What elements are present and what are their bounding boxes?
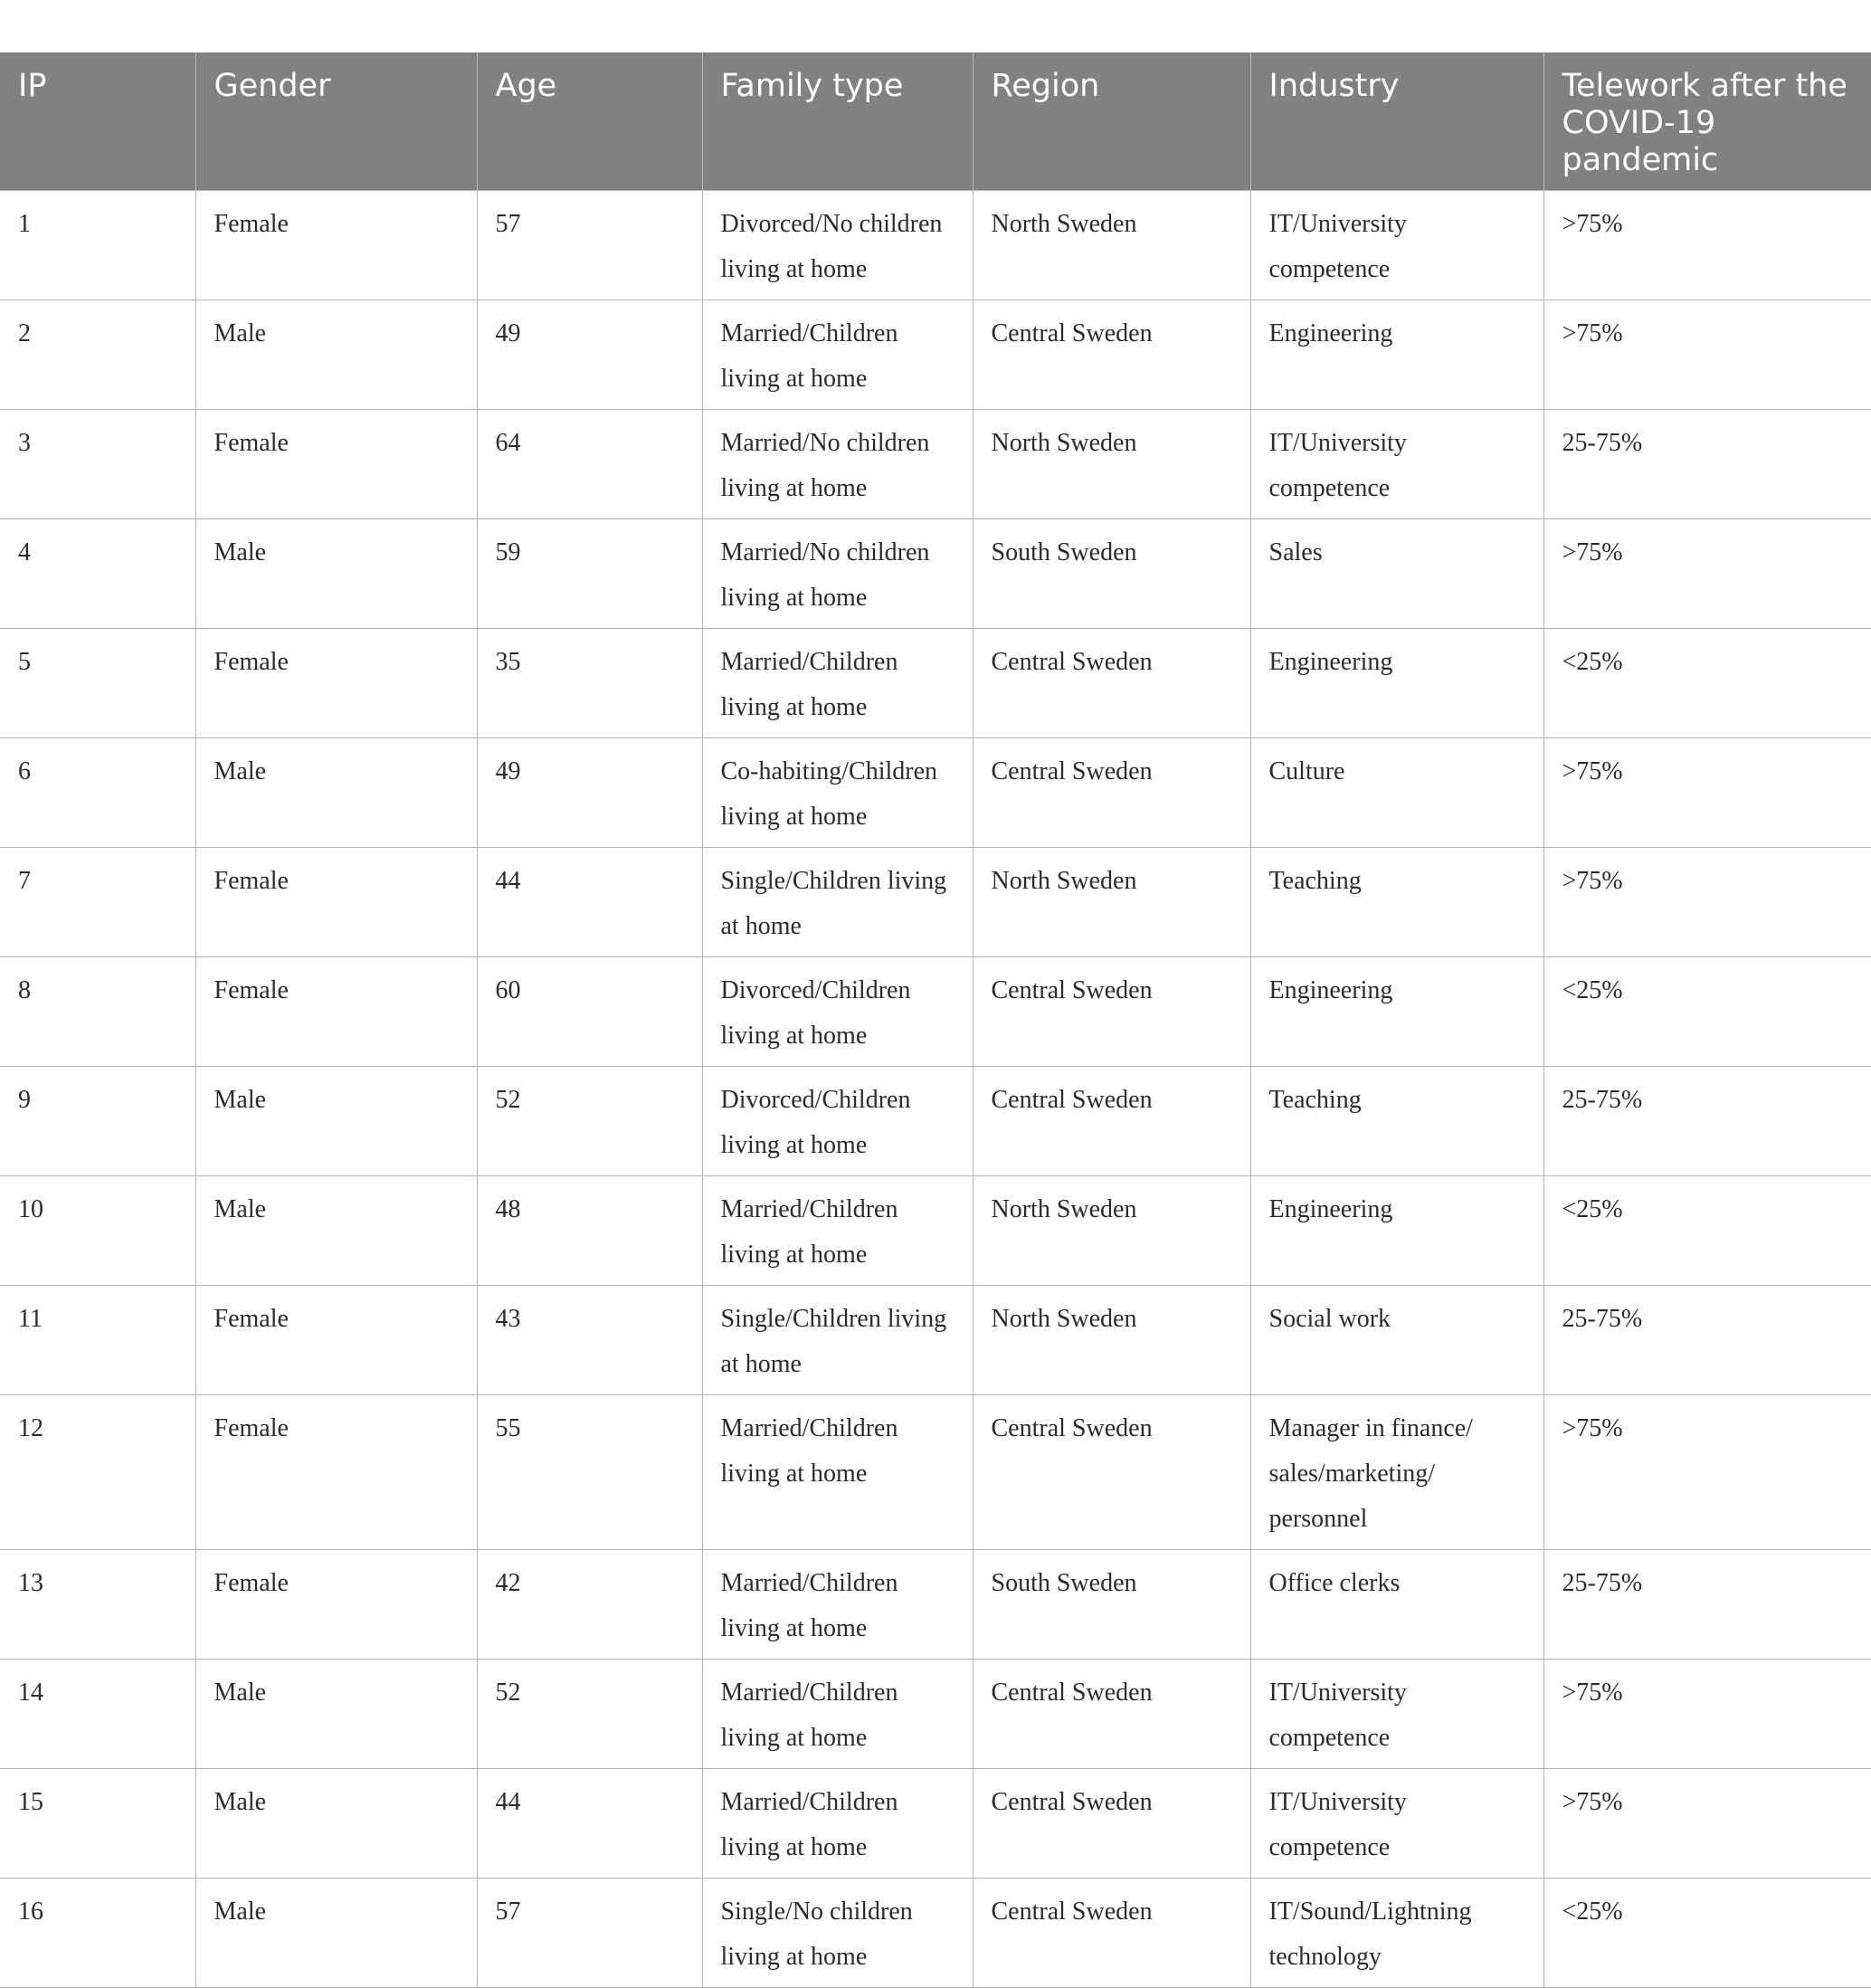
cell-ip: 16 — [0, 1879, 195, 1988]
cell-industry: IT/Sound/Lightning technology — [1250, 1879, 1543, 1988]
cell-gender: Female — [195, 957, 477, 1067]
cell-age: 44 — [477, 848, 702, 957]
cell-age: 42 — [477, 1550, 702, 1660]
header-ip: IP — [0, 52, 195, 191]
cell-telework: <25% — [1543, 1176, 1871, 1286]
cell-telework: <25% — [1543, 957, 1871, 1067]
cell-gender: Male — [195, 1067, 477, 1176]
cell-industry: IT/University competence — [1250, 1660, 1543, 1769]
cell-family-type: Co-habiting/Children living at home — [702, 738, 973, 848]
header-family-type: Family type — [702, 52, 973, 191]
table-row — [0, 738, 1871, 848]
cell-industry: IT/University competence — [1250, 191, 1543, 300]
cell-region: Central Sweden — [973, 1067, 1250, 1176]
cell-age: 43 — [477, 1286, 702, 1395]
header-telework: Telework after the COVID-19 pandemic — [1543, 52, 1871, 191]
cell-region: Central Sweden — [973, 738, 1250, 848]
cell-telework: <25% — [1543, 1879, 1871, 1988]
table-row — [0, 1395, 1871, 1550]
cell-telework: 25-75% — [1543, 1286, 1871, 1395]
cell-family-type: Divorced/Children living at home — [702, 1067, 973, 1176]
cell-region: Central Sweden — [973, 1660, 1250, 1769]
table-row — [0, 1660, 1871, 1769]
cell-ip: 7 — [0, 848, 195, 957]
cell-region: North Sweden — [973, 410, 1250, 519]
cell-telework: 25-75% — [1543, 1067, 1871, 1176]
cell-ip: 15 — [0, 1769, 195, 1879]
cell-industry: IT/University competence — [1250, 1769, 1543, 1879]
cell-gender: Female — [195, 848, 477, 957]
participants-table — [0, 52, 1871, 1988]
cell-telework: >75% — [1543, 300, 1871, 410]
cell-region: Central Sweden — [973, 1879, 1250, 1988]
cell-family-type: Married/Children living at home — [702, 629, 973, 738]
cell-age: 60 — [477, 957, 702, 1067]
cell-telework: <25% — [1543, 629, 1871, 738]
table-row — [0, 957, 1871, 1067]
cell-industry: Social work — [1250, 1286, 1543, 1395]
cell-ip: 13 — [0, 1550, 195, 1660]
cell-gender: Male — [195, 1769, 477, 1879]
cell-family-type: Married/Children living at home — [702, 1660, 973, 1769]
cell-ip: 10 — [0, 1176, 195, 1286]
cell-industry: Office clerks — [1250, 1550, 1543, 1660]
cell-age: 57 — [477, 1879, 702, 1988]
cell-family-type: Single/No children living at home — [702, 1879, 973, 1988]
cell-family-type: Married/Children living at home — [702, 1176, 973, 1286]
cell-telework: >75% — [1543, 1769, 1871, 1879]
cell-region: North Sweden — [973, 1286, 1250, 1395]
cell-gender: Male — [195, 1660, 477, 1769]
table-body — [0, 191, 1871, 1988]
cell-age: 57 — [477, 191, 702, 300]
table-row — [0, 1176, 1871, 1286]
cell-gender: Female — [195, 1395, 477, 1550]
cell-industry: Manager in finance/ sales/marketing/ personnel — [1250, 1395, 1543, 1550]
cell-telework: >75% — [1543, 1395, 1871, 1550]
table-row — [0, 629, 1871, 738]
table-row — [0, 191, 1871, 300]
cell-industry: Engineering — [1250, 300, 1543, 410]
cell-ip: 12 — [0, 1395, 195, 1550]
cell-telework: >75% — [1543, 191, 1871, 300]
cell-family-type: Married/Children living at home — [702, 300, 973, 410]
cell-region: South Sweden — [973, 519, 1250, 629]
cell-ip: 14 — [0, 1660, 195, 1769]
cell-family-type: Divorced/Children living at home — [702, 957, 973, 1067]
cell-age: 44 — [477, 1769, 702, 1879]
cell-region: Central Sweden — [973, 1395, 1250, 1550]
cell-family-type: Married/No children living at home — [702, 410, 973, 519]
table-row — [0, 1879, 1871, 1988]
cell-age: 49 — [477, 300, 702, 410]
table-row — [0, 410, 1871, 519]
cell-industry: Engineering — [1250, 957, 1543, 1067]
table-row — [0, 300, 1871, 410]
cell-industry: Teaching — [1250, 1067, 1543, 1176]
header-region: Region — [973, 52, 1250, 191]
table-row — [0, 1769, 1871, 1879]
cell-gender: Female — [195, 1550, 477, 1660]
cell-region: Central Sweden — [973, 957, 1250, 1067]
cell-family-type: Married/No children living at home — [702, 519, 973, 629]
cell-family-type: Married/Children living at home — [702, 1550, 973, 1660]
cell-region: North Sweden — [973, 191, 1250, 300]
cell-gender: Male — [195, 1176, 477, 1286]
cell-family-type: Single/Children living at home — [702, 1286, 973, 1395]
participants-table-container — [0, 52, 1871, 1988]
cell-telework: 25-75% — [1543, 410, 1871, 519]
cell-age: 35 — [477, 629, 702, 738]
cell-age: 64 — [477, 410, 702, 519]
cell-gender: Male — [195, 519, 477, 629]
cell-family-type: Divorced/No children living at home — [702, 191, 973, 300]
cell-gender: Female — [195, 191, 477, 300]
cell-telework: >75% — [1543, 1660, 1871, 1769]
cell-ip: 3 — [0, 410, 195, 519]
cell-ip: 2 — [0, 300, 195, 410]
header-age: Age — [477, 52, 702, 191]
cell-family-type: Married/Children living at home — [702, 1769, 973, 1879]
table-row — [0, 1550, 1871, 1660]
cell-industry: IT/University competence — [1250, 410, 1543, 519]
cell-age: 48 — [477, 1176, 702, 1286]
cell-industry: Engineering — [1250, 1176, 1543, 1286]
cell-telework: 25-75% — [1543, 1550, 1871, 1660]
cell-region: Central Sweden — [973, 629, 1250, 738]
cell-ip: 1 — [0, 191, 195, 300]
cell-age: 52 — [477, 1660, 702, 1769]
table-row — [0, 1286, 1871, 1395]
cell-family-type: Single/Children living at home — [702, 848, 973, 957]
cell-region: Central Sweden — [973, 300, 1250, 410]
cell-industry: Teaching — [1250, 848, 1543, 957]
cell-gender: Female — [195, 410, 477, 519]
cell-gender: Female — [195, 1286, 477, 1395]
table-row — [0, 848, 1871, 957]
cell-telework: >75% — [1543, 848, 1871, 957]
cell-age: 59 — [477, 519, 702, 629]
cell-ip: 4 — [0, 519, 195, 629]
cell-industry: Sales — [1250, 519, 1543, 629]
cell-gender: Male — [195, 1879, 477, 1988]
cell-age: 55 — [477, 1395, 702, 1550]
table-header — [0, 52, 1871, 191]
cell-industry: Engineering — [1250, 629, 1543, 738]
cell-region: Central Sweden — [973, 1769, 1250, 1879]
cell-gender: Male — [195, 738, 477, 848]
header-industry: Industry — [1250, 52, 1543, 191]
cell-family-type: Married/Children living at home — [702, 1395, 973, 1550]
cell-ip: 11 — [0, 1286, 195, 1395]
cell-telework: >75% — [1543, 519, 1871, 629]
cell-gender: Male — [195, 300, 477, 410]
header-row — [0, 52, 1871, 191]
cell-ip: 5 — [0, 629, 195, 738]
cell-ip: 9 — [0, 1067, 195, 1176]
cell-age: 52 — [477, 1067, 702, 1176]
cell-age: 49 — [477, 738, 702, 848]
cell-industry: Culture — [1250, 738, 1543, 848]
table-row — [0, 1067, 1871, 1176]
cell-gender: Female — [195, 629, 477, 738]
cell-region: North Sweden — [973, 848, 1250, 957]
cell-region: South Sweden — [973, 1550, 1250, 1660]
cell-telework: >75% — [1543, 738, 1871, 848]
table-row — [0, 519, 1871, 629]
cell-ip: 6 — [0, 738, 195, 848]
cell-region: North Sweden — [973, 1176, 1250, 1286]
cell-ip: 8 — [0, 957, 195, 1067]
header-gender: Gender — [195, 52, 477, 191]
